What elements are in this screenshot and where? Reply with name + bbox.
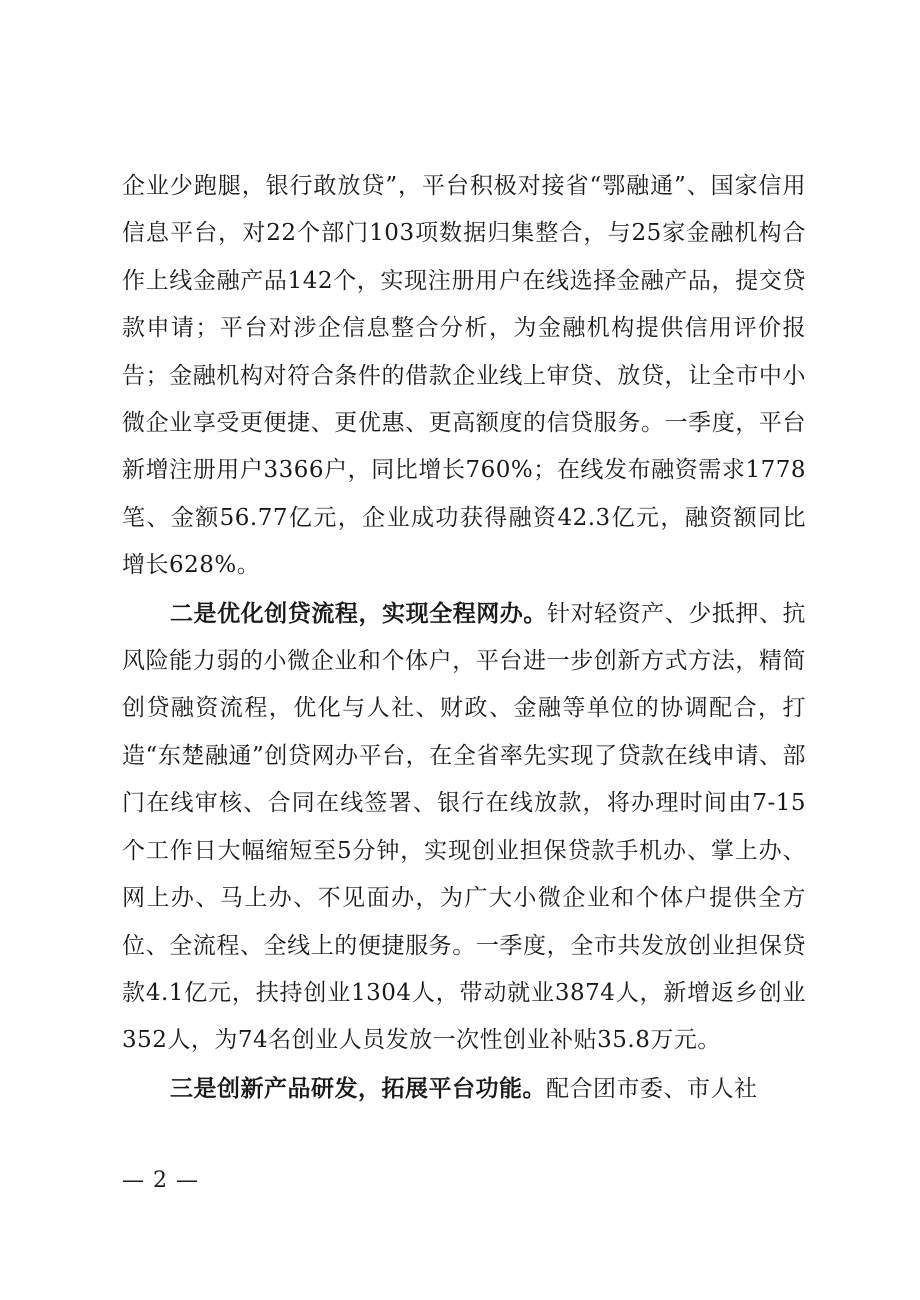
paragraph-text: 配合团市委、市人社 bbox=[546, 1075, 758, 1102]
paragraph-lead: 二是优化创贷流程，实现全程网办。 bbox=[170, 599, 547, 627]
paragraph-continuation bbox=[122, 163, 806, 590]
paragraph-text: 针对轻资产、少抵押、抗风险能力弱的小微企业和个体户，平台进一步创新方式方法，精简创贷融资流程，优化与人社、财政、金融等单位的协调配合，打造“东楚融通”创贷网办平台，在全省率先实现了贷款在线申请、部门在线审核、合同在线签署、银行在线放款，将办理时间由7-15个工作日大幅缩短至5分钟，实现创业担保贷款手机办、掌上办、网上办、马上办、不见面办，为广大小微企业和个体户提供全方位、全流程、全线上的便捷服务。一季度，全市共发放创业担保贷款4.1亿元，扶持创业1304人，带动就业3874人，新增返乡创业352人，为74名创业人员发放一次性创业补贴35.8万元。 bbox=[122, 600, 807, 1054]
paragraph-text: 企业少跑腿，银行敢放贷”，平台积极对接省“鄂融通”、国家信用信息平台，对22个部门103项数据归集整合，与25家金融机构合作上线金融产品142个，实现注册用户在线选择金融产品，提交贷款申请；平台对涉企信息整合分析，为金融机构提供信用评价报告；金融机构对符合条件的借款企业线上审贷、放贷，让全市中小微企业享受更便捷、更优惠、更高额度的信贷服务。一季度，平台新增注册用户3366户，同比增长760%；在线发布融资需求1778笔、金额56.77亿元，企业成功获得融资42.3亿元，融资额同比增长628%。 bbox=[122, 173, 806, 579]
paragraph-point-two bbox=[122, 590, 806, 1065]
paragraph-point-three bbox=[122, 1065, 806, 1113]
document-body bbox=[122, 163, 806, 1113]
paragraph-lead: 三是创新产品研发，拓展平台功能。 bbox=[170, 1074, 546, 1102]
page-number: — 2 — bbox=[122, 1168, 199, 1193]
